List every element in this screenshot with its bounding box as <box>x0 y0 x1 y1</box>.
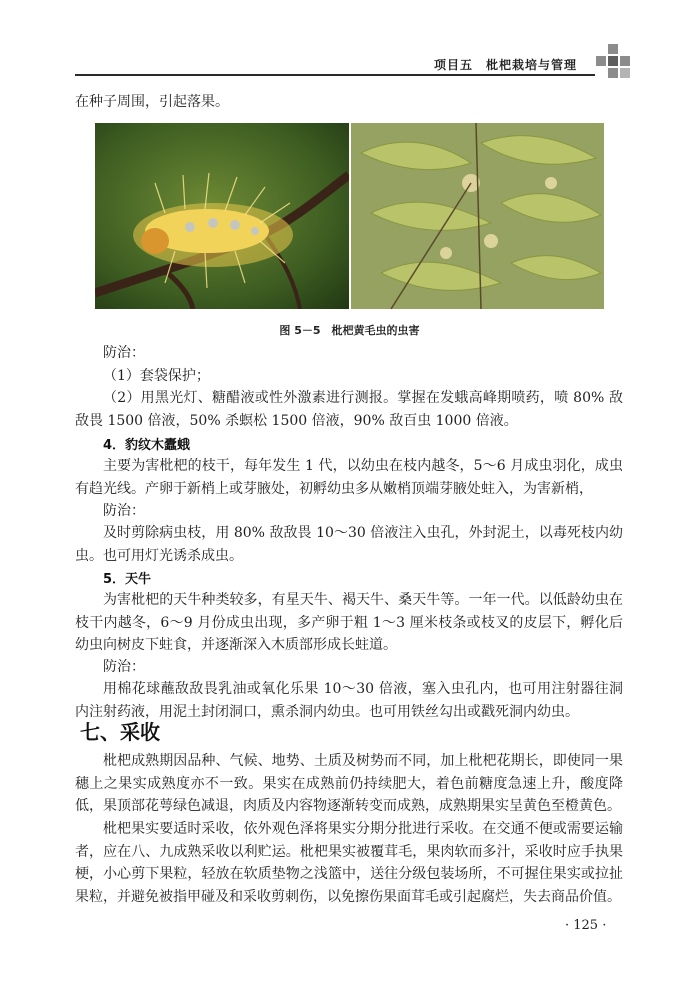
damaged-leaves-photo <box>351 123 604 309</box>
heading-harvest: 七、采收 <box>80 720 160 744</box>
control-label-2: 防治： <box>103 503 145 519</box>
page-number: · 125 · <box>565 918 607 933</box>
heading-longhorn: 5．天牛 <box>103 572 152 587</box>
leopard-moth-control: 及时剪除病虫枝，用 80% 敌敌畏 10～30 倍液注入虫孔，外封泥土，以毒死枝内幼虫。也可用灯光诱杀成虫。 <box>75 525 623 564</box>
control-label-3: 防治： <box>103 659 145 675</box>
caterpillar-photo <box>95 123 349 309</box>
control-item-2: （2）用黑光灯、糖醋液或性外激素进行测报。掌握在发蛾高峰期喷药，喷 80% 敌敌畏 1500 倍液，50% 杀螟松 1500 倍液，90% 敌百虫 1000 倍液。 <box>75 390 623 429</box>
heading-leopard-moth: 4．豹纹木蠹蛾 <box>103 438 191 453</box>
control-label-1: 防治： <box>103 345 145 361</box>
harvest-para-1: 枇杷成熟期因品种、气候、地势、土质及树势而不同，加上枇杷花期长，即使同一果穗上之果实成熟度亦不一致。果实在成熟前仍持续肥大，着色前糖度急速上升，酸度降低，果顶部花萼绿色减退，肉质及内容物逐渐转变而成熟，成熟期果实呈黄色至橙黄色。 <box>75 753 623 814</box>
running-header <box>75 54 595 76</box>
corner-decoration <box>596 44 630 80</box>
leopard-moth-description: 主要为害枇杷的枝干，每年发生 1 代，以幼虫在枝内越冬，5～6 月成虫羽化，成虫有趋光线。产卵于新梢上或芽腋处，初孵幼虫多从嫩梢顶端芽腋处蛀入，为害新梢， <box>75 458 623 497</box>
harvest-para-2: 枇杷果实要适时采收，依外观色泽将果实分期分批进行采收。在交通不便或需要运输者，应在八、九成熟采收以利贮运。枇杷果实被覆茸毛，果肉软而多汁，采收时应手执果梗，小心剪下果粒，轻放在软质垫物之浅篮中，送往分级包装场所，不可握住果实或拉扯果粒，并避免被指甲碰及和采收剪刺伤，以免擦伤果面茸毛或引起腐烂，失去商品价值。 <box>75 821 623 905</box>
damaged-leaves-illustration <box>351 123 604 309</box>
header-title: 项目五 枇杷栽培与管理 <box>433 58 577 72</box>
longhorn-control: 用棉花球蘸敌敌畏乳油或氧化乐果 10～30 倍液，塞入虫孔内，也可用注射器往洞内注射药液，用泥土封闭洞口，熏杀洞内幼虫。也可用铁丝勾出或戳死洞内幼虫。 <box>75 681 623 720</box>
control-item-1: （1）套袋保护； <box>103 368 210 384</box>
figure-caption: 图 5－5 枇杷黄毛虫的虫害 <box>279 324 420 337</box>
caterpillar-illustration <box>95 123 349 309</box>
intro-line: 在种子周围，引起落果。 <box>75 94 229 110</box>
longhorn-description: 为害枇杷的天牛种类较多，有星天牛、褐天牛、桑天牛等。一年一代。以低龄幼虫在枝干内越冬，6～9 月份成虫出现，多产卵于粗 1～3 厘米枝条或枝叉的皮层下，孵化后幼虫向树皮下蛀食，并逐渐深入木质部形成长蛀道。 <box>75 592 623 653</box>
